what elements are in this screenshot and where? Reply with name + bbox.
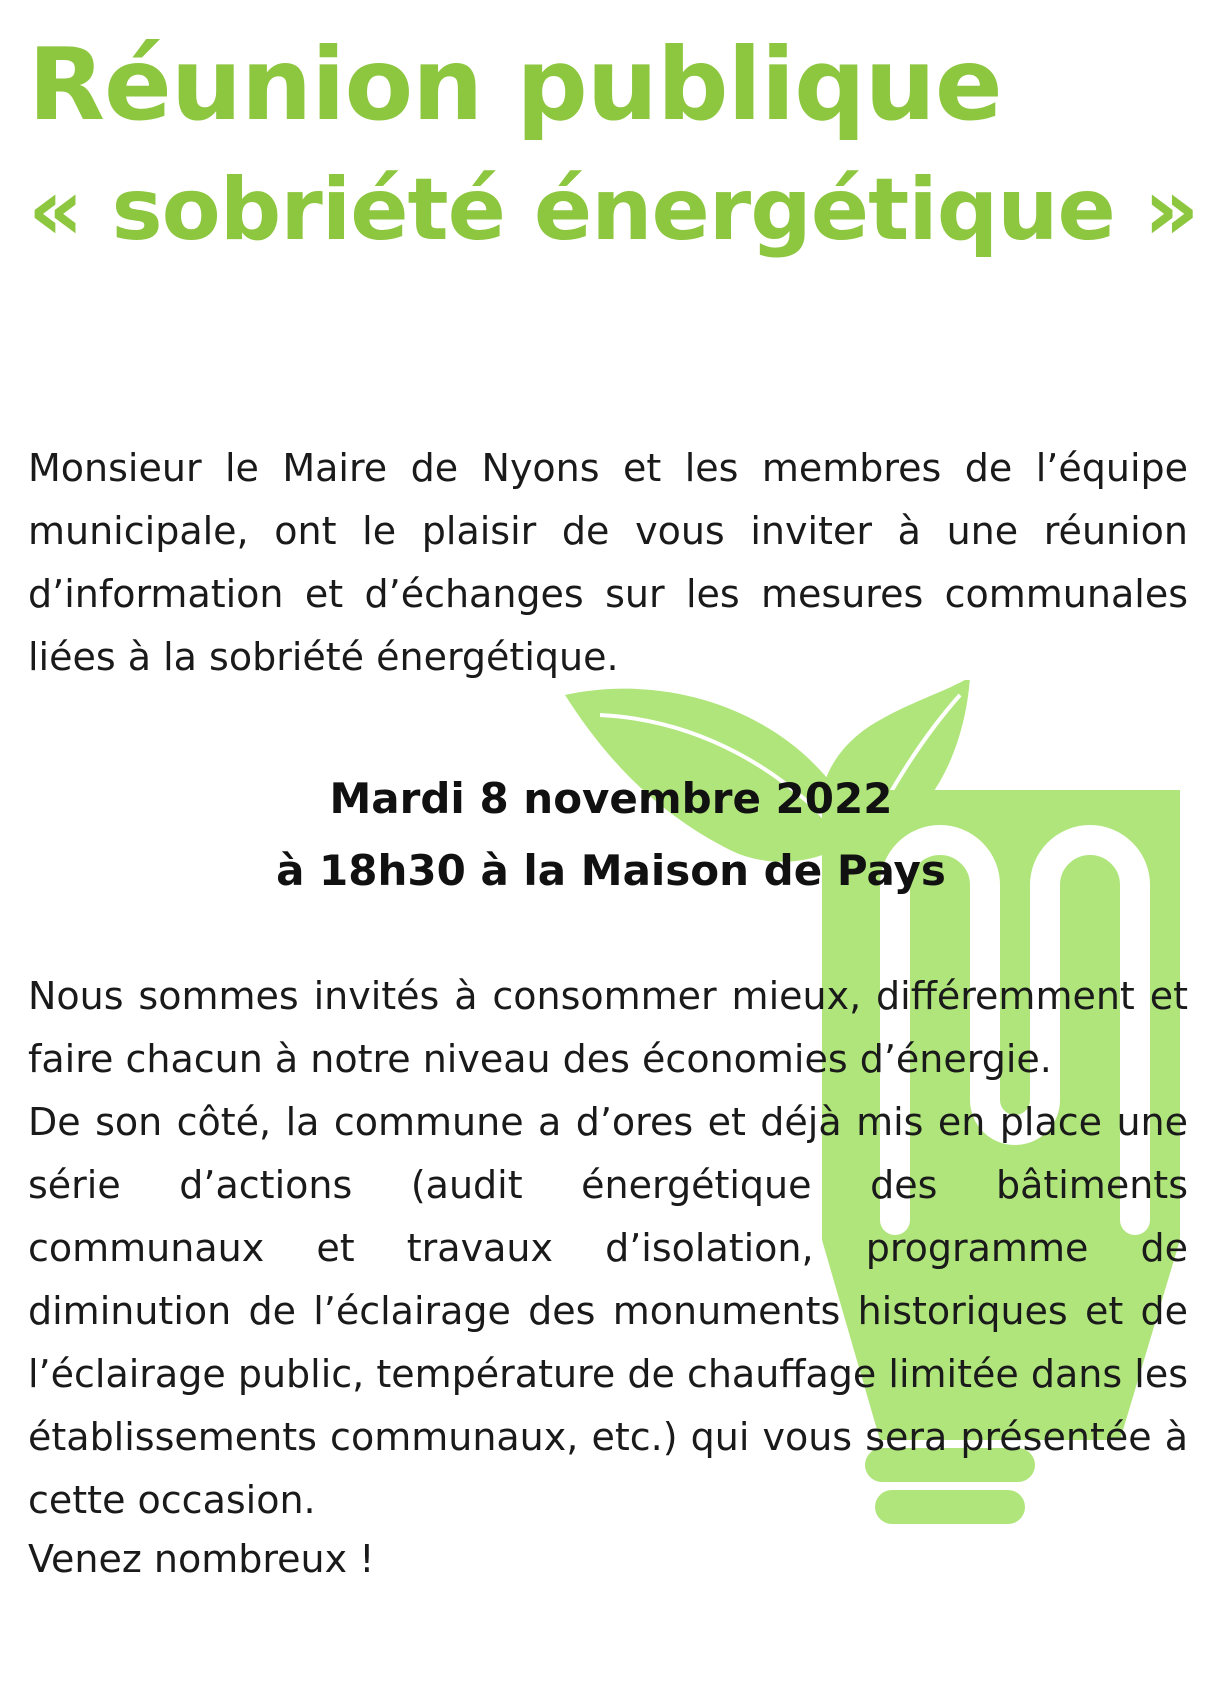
body-paragraph-2: De son côté, la commune a d’ores et déjà mis en place une série d’actions (audit énergétique des bâtiments communaux et travaux d’isolation, programme de diminution de l’éclairage des monuments historiques et de l’éclairage public, température de chauffage limitée dans les établissements communaux, etc.) qui vous sera présentée à cette occasion.	[28, 1100, 1188, 1522]
intro-paragraph: Monsieur le Maire de Nyons et les membres de l’équipe municipale, ont le plaisir de vous inviter à une réunion d’information et d’échanges sur les mesures communales liées à la sobriété énergétique.	[28, 446, 1188, 679]
body-paragraph-1: Nous sommes invités à consommer mieux, différemment et faire chacun à notre niveau des économies d’énergie.	[28, 974, 1188, 1081]
page-title: Réunion publique	[28, 26, 1002, 143]
page-subtitle: « sobriété énergétique »	[28, 160, 1199, 260]
event-date: Mardi 8 novembre 2022	[329, 774, 893, 823]
event-details	[0, 763, 1222, 907]
closing-text: Venez nombreux !	[28, 1537, 375, 1581]
event-time-place: à 18h30 à la Maison de Pays	[276, 846, 946, 895]
